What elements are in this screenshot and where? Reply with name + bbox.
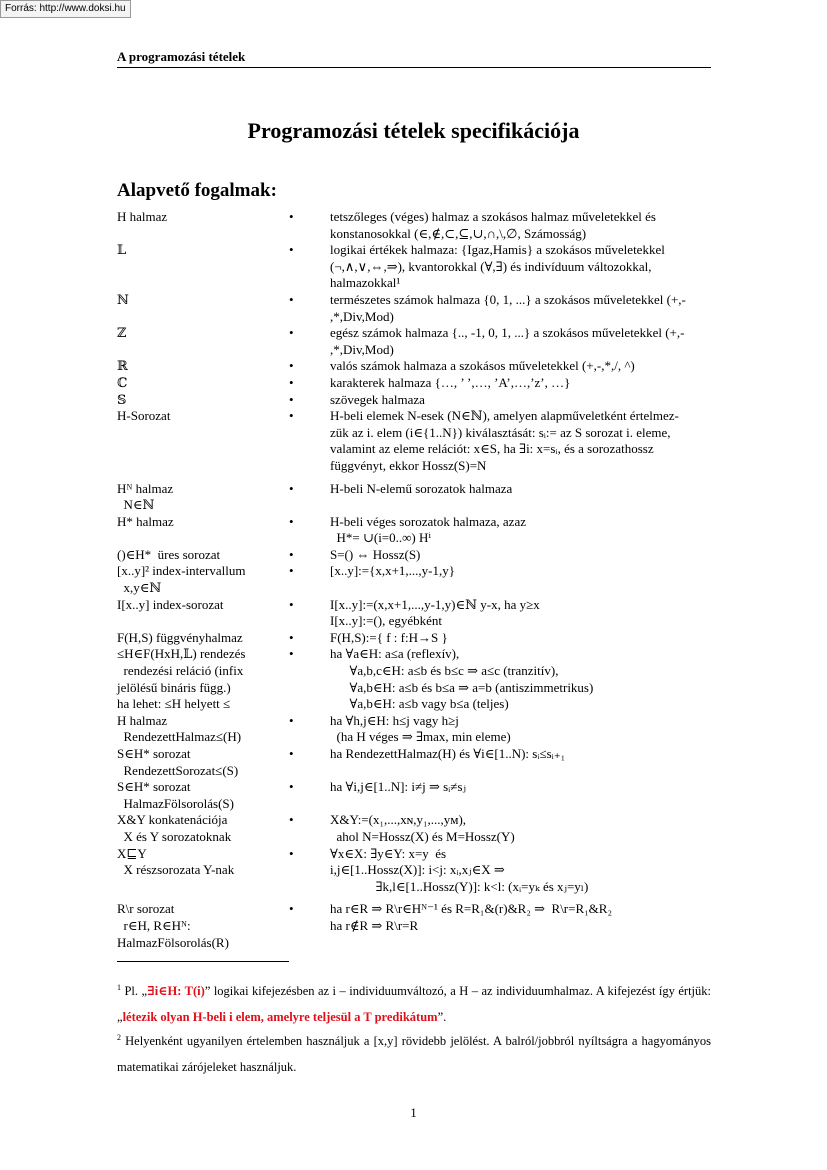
footnote-formula: ∃i∈H: T(i) [147, 984, 205, 999]
definition-description [330, 408, 717, 474]
definition-description [330, 242, 717, 292]
definition-term [117, 358, 289, 375]
description-line: (¬,∧,∨,⇔,⇒), kvantorokkal (∀,∃) és indivíduum változokkal, [330, 258, 652, 274]
definition-term [117, 392, 289, 409]
term-line: 𝕊 [117, 391, 127, 407]
definition-term [117, 901, 289, 951]
definition-term [117, 713, 289, 746]
term-line: S∈H* sorozat [117, 779, 191, 795]
term-line: HalmazFölsorolás(R) [117, 934, 229, 950]
description-line: F(H,S):={ f : f:H→S } [330, 629, 448, 645]
definition-description [330, 358, 717, 375]
footnote-emphasis: létezik olyan H-beli i elem, amelyre teljesül a T predikátum [122, 1010, 438, 1025]
definition-term [117, 779, 289, 812]
description-line: szövegek halmaza [330, 391, 425, 407]
definition-row [117, 779, 717, 812]
definition-row [117, 292, 717, 325]
footnote-text: Pl. „ [121, 984, 148, 999]
definition-term [117, 375, 289, 392]
description-line: H-beli elemek N-esek (N∈ℕ), amelyen alapműveletként értelmez- [330, 408, 679, 424]
term-line: ()∈H* üres sorozat [117, 546, 221, 562]
footnote-text: ”. [437, 1010, 447, 1025]
term-line: RendezettHalmaz≤(H) [117, 729, 242, 745]
footnote-text: ” logikai kifejezésben az i – individuumváltozó, a H – az individuumhalmaz. A kifejezést így értjük: „ [117, 984, 711, 1025]
description-line: ha ∀h,j∈H: h≤j vagy h≥j [330, 712, 459, 728]
bullet-icon: • [289, 242, 294, 258]
term-line: r∈H, R∈Hᴺ: [117, 917, 191, 933]
definition-description [330, 209, 717, 242]
definition-term [117, 514, 289, 547]
term-line: x,y∈ℕ [117, 580, 162, 596]
bullet-icon: • [289, 209, 294, 224]
bullet-icon: • [289, 358, 294, 374]
definition-description [330, 846, 717, 896]
page-number: 1 [410, 1105, 417, 1120]
description-line: I[x..y]:=(), egyébként [330, 613, 443, 629]
definition-row [117, 597, 717, 630]
definition-row [117, 481, 717, 514]
bullet-icon: • [289, 629, 294, 645]
description-line: tetszőleges (véges) halmaz a szokásos halmaz műveletekkel és [330, 209, 656, 224]
description-line: H-beli véges sorozatok halmaza, azaz [330, 513, 526, 529]
term-line: I[x..y] index-sorozat [117, 596, 224, 612]
definition-term [117, 209, 289, 242]
description-line: i,j∈[1..Hossz(X)]: i<j: xᵢ,xⱼ∈X ⇒ [330, 862, 505, 878]
description-line: H*= ∪(i=0..∞) Hⁱ [330, 530, 431, 546]
term-line: 𝕃 [117, 242, 127, 258]
description-line: ∀a,b∈H: a≤b vagy b≤a (teljes) [330, 696, 509, 712]
definition-row [117, 358, 717, 375]
definitions-list [117, 209, 717, 951]
term-line: [x..y]² index-intervallum [117, 563, 246, 579]
description-line: ha r∉R ⇒ R\r=R [330, 917, 419, 933]
term-line: ha lehet: ≤H helyett ≤ [117, 696, 231, 712]
bullet-icon: • [289, 812, 294, 828]
description-line: ∀x∈X: ∃y∈Y: x=y és [330, 845, 447, 861]
source-watermark: Forrás: http://www.doksi.hu [0, 0, 131, 18]
term-line: ℝ [117, 358, 128, 374]
definition-row [117, 408, 717, 474]
description-line: I[x..y]:=(x,x+1,...,y-1,y)∈ℕ y-x, ha y≥x [330, 596, 540, 612]
definition-description [330, 481, 717, 514]
definition-row [117, 713, 717, 746]
term-line: X és Y sorozatoknak [117, 828, 232, 844]
term-line: ℂ [117, 374, 128, 390]
term-line: X⊑Y [117, 845, 147, 861]
definition-row [117, 846, 717, 896]
description-line: H-beli N-elemű sorozatok halmaza [330, 480, 513, 496]
description-line: ,*,Div,Mod) [330, 341, 394, 357]
bullet-icon: • [289, 291, 294, 307]
description-line: X&Y:=(x₁,...,xɴ,y₁,...,yᴍ), [330, 812, 467, 828]
definition-term [117, 408, 289, 474]
description-line: ∀a,b∈H: a≤b és b≤a ⇒ a=b (antiszimmetrikus) [330, 679, 594, 695]
term-line: ℤ [117, 325, 127, 341]
description-line: zük az i. elem (i∈{1..N}) kiválasztását: sᵢ:= az S sorozat i. eleme, [330, 424, 671, 440]
definition-description [330, 292, 717, 325]
bullet-icon: • [289, 596, 294, 612]
term-line: ℕ [117, 291, 129, 307]
term-line: HalmazFölsorolás(S) [117, 795, 234, 811]
description-line: függvényt, ekkor Hossz(S)=N [330, 457, 487, 473]
definition-row [117, 242, 717, 292]
description-line: ahol N=Hossz(X) és M=Hossz(Y) [330, 828, 515, 844]
definition-term [117, 846, 289, 896]
definition-term [117, 597, 289, 630]
definition-term [117, 325, 289, 358]
definition-row [117, 209, 717, 242]
description-line: S=() ⇔ Hossz(S) [330, 546, 421, 562]
definition-description [330, 325, 717, 358]
term-line: jelölésű bináris függ.) [117, 679, 231, 695]
definition-row [117, 646, 717, 712]
definition-description [330, 547, 717, 564]
term-line: F(H,S) függvényhalmaz [117, 629, 243, 645]
term-line: Hᴺ halmaz [117, 480, 174, 496]
description-line: ,*,Div,Mod) [330, 308, 394, 324]
bullet-icon: • [289, 480, 294, 496]
term-line: H-Sorozat [117, 408, 171, 424]
footnote-divider [117, 961, 289, 962]
definition-description [330, 597, 717, 630]
definition-description [330, 630, 717, 647]
bullet-icon: • [289, 325, 294, 341]
definition-description [330, 746, 717, 779]
footnote-mark: 1 [117, 983, 121, 992]
term-line: ≤H∈F(HxH,𝕃) rendezés [117, 646, 246, 662]
definition-term [117, 746, 289, 779]
description-line: konstanosokkal (∈,∉,⊂,⊆,∪,∩,\,∅, Számosság) [330, 225, 587, 241]
description-line: valós számok halmaza a szokásos műveletekkel (+,-,*,/, ^) [330, 358, 635, 374]
definition-term [117, 563, 289, 596]
definition-row [117, 375, 717, 392]
description-line: ha ∀a∈H: a≤a (reflexív), [330, 646, 460, 662]
definition-description [330, 646, 717, 712]
definition-row [117, 563, 717, 596]
description-line: ha RendezettHalmaz(H) és ∀i∈[1..N): sᵢ≤sᵢ₊₁ [330, 746, 566, 761]
definition-row [117, 746, 717, 779]
term-line: H halmaz [117, 209, 168, 224]
description-line: (ha H véges ⇒ ∃max, min eleme) [330, 729, 511, 745]
bullet-icon: • [289, 845, 294, 861]
definition-description [330, 392, 717, 409]
term-line: X&Y konkatenációja [117, 812, 228, 828]
term-line: H* halmaz [117, 513, 174, 529]
term-line: H halmaz [117, 712, 168, 728]
bullet-icon: • [289, 374, 294, 390]
description-line: logikai értékek halmaza: {Igaz,Hamis} a szokásos műveletekkel [330, 242, 665, 258]
footnote-mark: 2 [117, 1033, 121, 1042]
description-line: halmazokkal¹ [330, 275, 401, 291]
definition-row [117, 325, 717, 358]
definition-term [117, 547, 289, 564]
bullet-icon: • [289, 563, 294, 579]
description-line: ha ∀i,j∈[1..N]: i≠j ⇒ sᵢ≠sⱼ [330, 779, 466, 795]
page-title: Programozási tételek specifikációja [247, 118, 580, 143]
term-line: S∈H* sorozat [117, 746, 191, 761]
definition-description [330, 375, 717, 392]
definition-term [117, 812, 289, 845]
footnote-text: Helyenként ugyanilyen értelemben használjuk a [x,y] rövidebb jelölést. A balról/jobbról nyíltságra a hagyományos matematikai zárójeleket használjuk. [117, 1034, 711, 1075]
description-line: karakterek halmaza {…, ’ ’,…, ’A’,…,’z’, …} [330, 374, 571, 390]
bullet-icon: • [289, 391, 294, 407]
definition-term [117, 646, 289, 712]
description-line: ∀a,b,c∈H: a≤b és b≤c ⇒ a≤c (tranzitív), [330, 663, 559, 679]
bullet-icon: • [289, 408, 294, 424]
definition-term [117, 481, 289, 514]
description-line: valamint az eleme relációt: x∈S, ha ∃i: x=sᵢ, és a sorozathossz [330, 441, 654, 457]
definition-description [330, 901, 717, 951]
term-line: rendezési reláció (infix [117, 663, 244, 679]
bullet-icon: • [289, 712, 294, 728]
running-head: A programozási tételek [117, 49, 711, 68]
definition-row [117, 514, 717, 547]
definition-term [117, 242, 289, 292]
definition-description [330, 563, 717, 596]
bullet-icon: • [289, 546, 294, 562]
description-line: ∃k,l∈[1..Hossz(Y)]: k<l: (xᵢ=yₖ és xⱼ=yₗ) [330, 878, 589, 894]
description-line: ha r∈R ⇒ R\r∈Hᴺ⁻¹ és R=R₁&(r)&R₂ ⇒ R\r=R₁&R₂ [330, 901, 612, 917]
definition-row [117, 392, 717, 409]
bullet-icon: • [289, 513, 294, 529]
section-heading: Alapvető fogalmak: [117, 180, 277, 201]
definition-row [117, 630, 717, 647]
term-line: R\r sorozat [117, 901, 175, 917]
term-line: RendezettSorozat≤(S) [117, 762, 239, 778]
term-line: X részsorozata Y-nak [117, 862, 235, 878]
description-line: egész számok halmaza {.., -1, 0, 1, ...} a szokásos műveletekkel (+,- [330, 325, 685, 341]
description-line: [x..y]:={x,x+1,...,y-1,y} [330, 563, 455, 579]
definition-description [330, 779, 717, 812]
definition-description [330, 713, 717, 746]
bullet-icon: • [289, 901, 294, 917]
definition-term [117, 292, 289, 325]
definition-description [330, 514, 717, 547]
definition-row [117, 812, 717, 845]
description-line: természetes számok halmaza {0, 1, ...} a szokásos műveletekkel (+,- [330, 291, 686, 307]
definition-term [117, 630, 289, 647]
footnote-1 [117, 975, 711, 1030]
definition-row [117, 901, 717, 951]
term-line: N∈ℕ [117, 497, 155, 513]
bullet-icon: • [289, 779, 294, 795]
definition-row [117, 547, 717, 564]
footnote-2 [117, 1025, 711, 1080]
bullet-icon: • [289, 746, 294, 761]
definition-description [330, 812, 717, 845]
bullet-icon: • [289, 646, 294, 662]
